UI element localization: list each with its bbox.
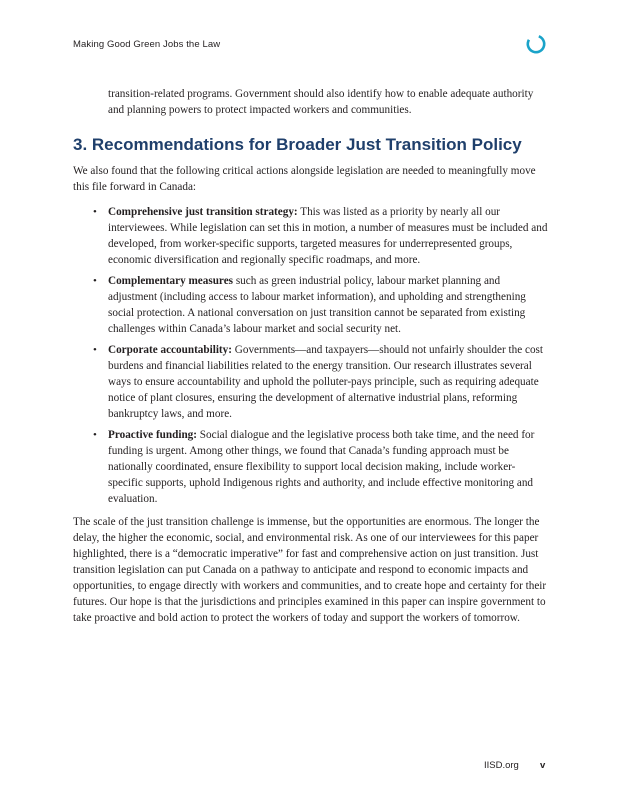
recommendations-list [73, 204, 549, 512]
bullet-icon: • [93, 206, 97, 218]
section-heading: 3. Recommendations for Broader Just Transition Policy [73, 135, 522, 154]
list-item [73, 342, 549, 422]
bullet-icon: • [93, 344, 97, 356]
bullet-label: Proactive funding: [108, 429, 197, 441]
bullet-text: This was listed as a priority by nearly all our interviewees. While legislation can set this in motion, a number of measures must be included and developed, from worker-specific supports, targeted measures for underrepresented groups, economic diversification and regionally specific roadmaps, and more. [108, 206, 548, 266]
bullet-label: Comprehensive just transition strategy: [108, 206, 298, 218]
list-item [73, 427, 549, 507]
list-item [73, 273, 549, 337]
bullet-label: Corporate accountability: [108, 344, 232, 356]
bullet-text: Social dialogue and the legislative process both take time, and the need for funding is urgent. Among other things, we found that Canada’s funding approach must be nationally coordinated, ensure flexibility to support local decision making, include worker-specific supports, uphold Indigenous rights and authority, and include effective monitoring and evaluation. [108, 429, 535, 505]
intro-continuation-paragraph: transition-related programs. Government should also identify how to enable adequate authority and planning powers to protect impacted workers and communities. [108, 88, 534, 116]
bullet-icon: • [93, 275, 97, 287]
list-item [73, 204, 549, 268]
bullet-label: Complementary measures [108, 275, 234, 287]
footer-site-link[interactable]: IISD.org [484, 760, 519, 771]
iisd-ring-logo-icon [525, 33, 547, 55]
closing-paragraph: The scale of the just transition challenge is immense, but the opportunities are enormous. The longer the delay, the higher the economic, social, and environmental risk. As one of our interviewees for this paper highlighted, there is a “democratic imperative” for fast and comprehensive action on just transition. Just transition legislation can put Canada on a pathway to anticipate and respond to economic impacts and opportunities, to engage directly with workers and communities, and to create hope and certainty for their futures. Our hope is that the jurisdictions and principles examined in this paper can inspire government to take proactive and bold action to protect the workers of today and support the workers of tomorrow. [73, 516, 547, 624]
bullet-text: Governments—and taxpayers—should not unfairly shoulder the cost burdens and financial liabilities related to the energy transition. Our research illustrates several ways to ensure accountability and uphold the polluter-pays principle, such as requiring adequate notice of plant closures, ensuring the development of alternative industrial plans, reforming bankruptcy laws, and more. [108, 344, 543, 420]
bullet-text: such as green industrial policy, labour market planning and adjustment (including access to labour market information), and upholding and strengthening social protection. A national conversation on just transition cannot be separated from existing challenges within Canada’s labour market and social security net. [108, 275, 526, 335]
page-number: v [540, 760, 546, 771]
section-lead-paragraph: We also found that the following critical actions alongside legislation are needed to meaningfully move this file forward in Canada: [73, 165, 536, 193]
bullet-icon: • [93, 429, 97, 441]
running-header-title: Making Good Green Jobs the Law [73, 39, 221, 50]
